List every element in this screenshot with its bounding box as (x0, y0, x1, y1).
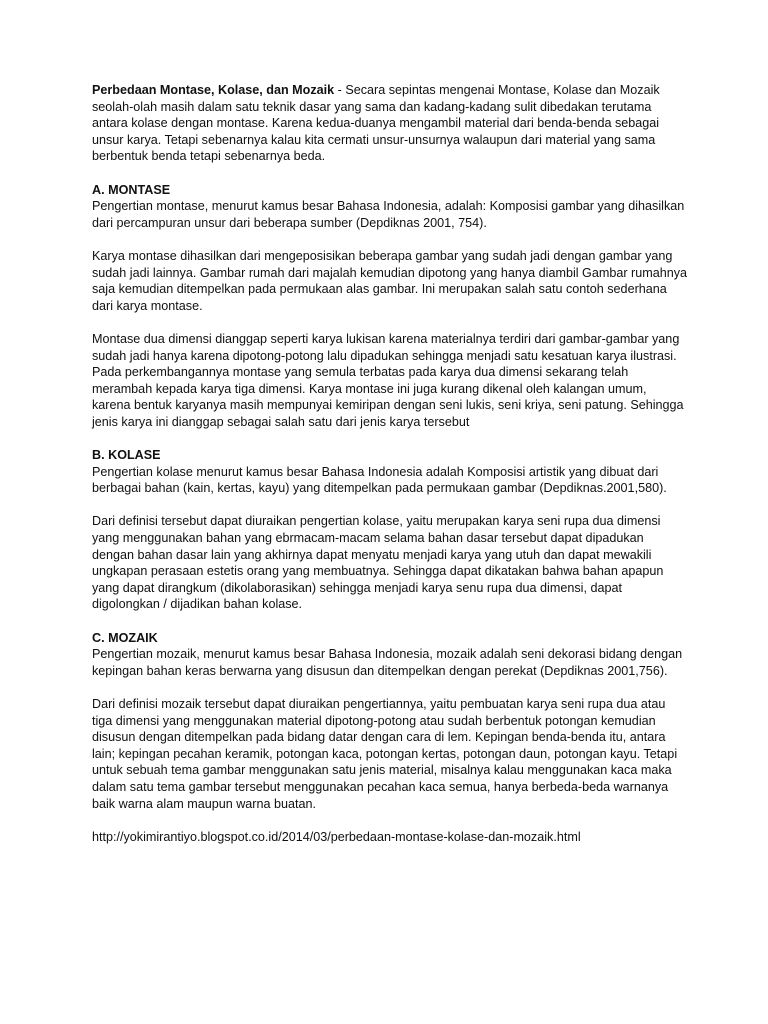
mozaik-paragraph-1: Dari definisi mozaik tersebut dapat diuraikan pengertiannya, yaitu pembuatan karya seni rupa dua atau tiga dimensi yang menggunakan material dipotong-potong atau sudah berbentuk potongan kemudian disusun dengan ditempelkan pada bidang datar dengan cara di lem. Kepingan benda-benda itu, antara lain; kepingan pecahan keramik, potongan kaca, potongan kertas, potongan daun, potongan kayu. Tetapi untuk sebuah tema gambar menggunakan satu jenis material, misalnya kalau menggunakan kaca maka dalam satu tema gambar tersebut menggunakan pecahan kaca semua, hanya berbeda-beda warnanya baik warna alam maupun warna buatan. (92, 696, 678, 811)
montase-paragraph-2: Montase dua dimensi dianggap seperti karya lukisan karena materialnya terdiri dari gambar-gambar yang sudah jadi hanya karena dipotong-potong lalu dipadukan sehingga menjadi satu kesatuan karya ilustrasi. Pada perkembangannya montase yang semula terbatas pada karya dua dimensi sekarang telah merambah kepada karya tiga dimensi. Karya montase ini juga kurang dikenal oleh kalangan umum, karena bentuk karyanya masih mempunyai kemiripan dengan seni lukis, seni kriya, seni patung. Sehingga jenis karya ini dianggap sebagai salah satu dari jenis karya tersebut (92, 331, 684, 429)
kolase-paragraph-1: Dari definisi tersebut dapat diuraikan pengertian kolase, yaitu merupakan karya seni rupa dua dimensi yang menggunakan bahan yang ebrmacam-macam selama bahan dasar tersebut dapat dipadukan dengan bahan dasar lain yang akhirnya dapat menyatu menjadi karya yang utuh dan dapat mewakili ungkapan perasaan estetis orang yang membuatnya. Sehingga dapat dikatakan bahwa bahan apapun yang dapat dirangkum (dikolaborasikan) sehingga menjadi karya senu rupa dua dimensi, dapat digolongkan / dijadikan bahan kolase. (92, 514, 664, 612)
intro-text: - Secara sepintas mengenai Montase, Kolase dan Mozaik seolah-olah masih dalam satu teknik dasar yang sama dan kadang-kadang sulit dibedakan terutama antara kolase dengan montase. Karena kedua-duanya mengambil material dari benda-benda sebagai unsur karya. Tetapi sebenarnya kalau kita cermati unsur-unsurnya walaupun dari material yang sama berbentuk benda tetapi sebenarnya beda. (92, 83, 660, 164)
mozaik-definition: Pengertian mozaik, menurut kamus besar Bahasa Indonesia, mozaik adalah seni dekorasi bidang dengan kepingan bahan keras berwarna yang disusun dan ditempelkan dengan perekat (Depdiknas 2001,756). (92, 647, 683, 678)
article-title: Perbedaan Montase, Kolase, dan Mozaik (92, 83, 335, 97)
kolase-definition: Pengertian kolase menurut kamus besar Bahasa Indonesia adalah Komposisi artistik yang dibuat dari berbagai bahan (kain, kertas, kayu) yang ditempelkan pada permukaan gambar (Depdiknas.2001,580). (92, 464, 667, 496)
kolase-heading: B. KOLASE (92, 448, 161, 463)
montase-paragraph-1: Karya montase dihasilkan dari mengeposisikan beberapa gambar yang sudah jadi dengan gambar yang sudah jadi lainnya. Gambar rumah dari majalah kemudian dipotong yang hanya diambil Gambar rumahnya saja kemudian ditempelkan pada permukaan alas gambar. Ini merupakan salah satu contoh sederhana dari karya montase. (92, 248, 688, 313)
montase-heading: A. MONTASE (92, 182, 171, 197)
source-url: http://yokimirantiyo.blogspot.co.id/2014/03/perbedaan-montase-kolase-dan-mozaik.html (92, 829, 581, 844)
montase-definition: Pengertian montase, menurut kamus besar Bahasa Indonesia, adalah: Komposisi gambar yang dihasilkan dari percampuran unsur dari beberapa sumber (Depdiknas 2001, 754). (92, 199, 685, 230)
mozaik-heading: C. MOZAIK (92, 630, 158, 645)
intro-paragraph (92, 82, 688, 165)
